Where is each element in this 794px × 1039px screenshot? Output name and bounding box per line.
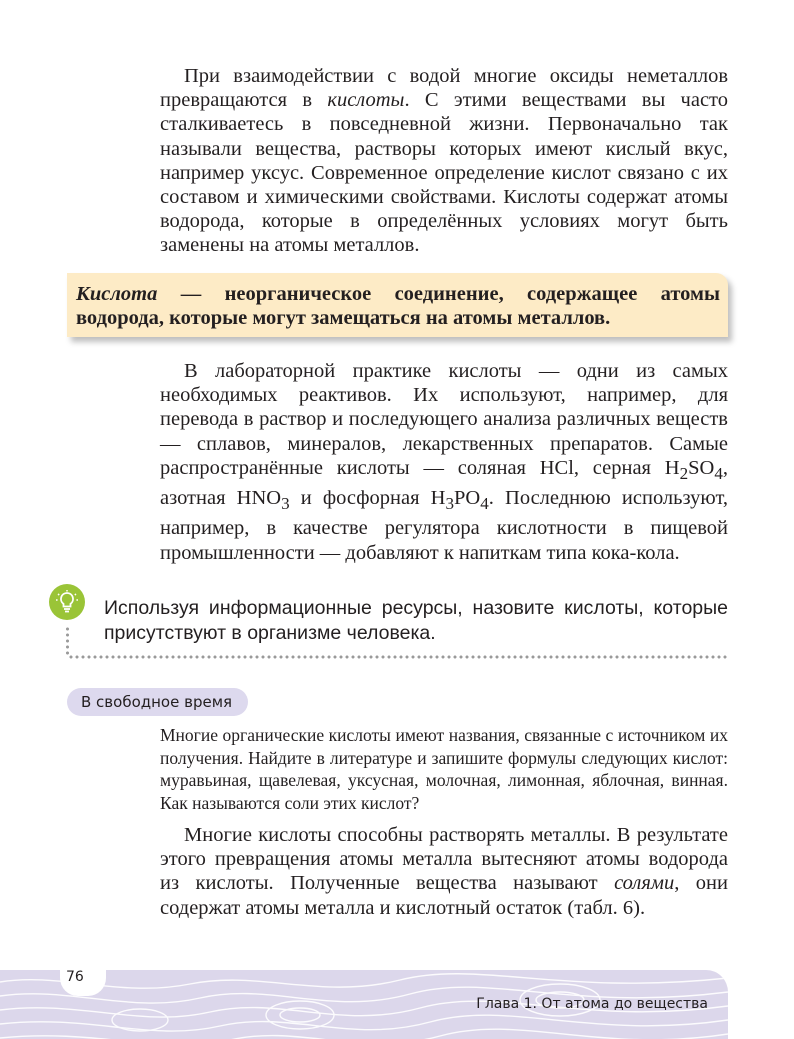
definition-box <box>67 273 728 337</box>
subscript: 4 <box>714 463 723 483</box>
paragraph-acids-intro <box>160 64 728 258</box>
paragraph-text: , они содержат атомы металла и кислотный остаток (табл. 6). <box>160 872 728 919</box>
subscript: 2 <box>679 463 689 483</box>
paragraph-text: При взаимодействии с водой многие оксиды неметаллов превращаются в <box>160 65 728 112</box>
paragraph-lab-practice <box>160 359 728 565</box>
paragraph-text: и фосфорная H <box>289 487 446 510</box>
paragraph-text: , азотная HNO <box>160 456 728 510</box>
dotted-vertical-divider <box>65 626 70 656</box>
subscript: 3 <box>281 494 290 514</box>
page-number: 76 <box>66 969 84 985</box>
paragraph-text: . Последнюю используют, например, в качестве регулятора кислотности в пищевой промышленности — добавляют к напиткам типа кока-кола. <box>160 487 729 564</box>
paragraph-text: SO <box>688 456 715 479</box>
subscript: 4 <box>480 494 489 514</box>
term-acids: кислоты <box>327 89 405 112</box>
paragraph-text: В лабораторной практике кислоты — одни из самых необходимых реактивов. Их используют, например, для перевода в раствор и последующего анализа различных веществ — сплавов, минералов, лекарственных препаратов. Самые распространённые кислоты — соляная HCl, серная H <box>160 360 728 479</box>
free-time-label: В свободное время <box>67 688 248 716</box>
paragraph-text: . С этими веществами вы часто сталкиваетесь в повседневной жизни. Первоначально так называли вещества, растворы которых имеют кислый вкус, например уксус. Современное определение кислот связано с их составом и химическими свойствами. Кислоты содержат атомы водорода, которые в определённых условиях могут быть заменены на атомы металлов. <box>160 89 728 257</box>
free-time-text: Многие органические кислоты имеют названия, связанные с источником их получения. Найдите в литературе и запишите формулы следующих кислот: муравьиная, щавелевая, уксусная, молочная, лимонная, яблочная, винная. Как называются соли этих кислот? <box>160 725 728 813</box>
lightbulb-icon <box>49 584 85 620</box>
definition-term: Кислота <box>76 283 158 305</box>
paragraph-salts <box>160 823 728 920</box>
dotted-horizontal-divider <box>68 655 728 659</box>
term-salts: солями <box>614 872 675 895</box>
definition-text: — неорганическое соединение, содержащее атомы водорода, которые могут замещаться на атомы металлов. <box>76 283 720 330</box>
paragraph-text: PO <box>454 487 481 510</box>
paragraph-text: Многие кислоты способны растворять металлы. В результате этого превращения атомы металла вытесняют атомы водорода из кислоты. Полученные вещества называют <box>160 824 728 895</box>
task-question: Используя информационные ресурсы, назовите кислоты, которые присутствуют в организме человека. <box>104 597 728 644</box>
chapter-title: Глава 1. От атома до вещества <box>476 996 708 1012</box>
subscript: 3 <box>445 494 454 514</box>
